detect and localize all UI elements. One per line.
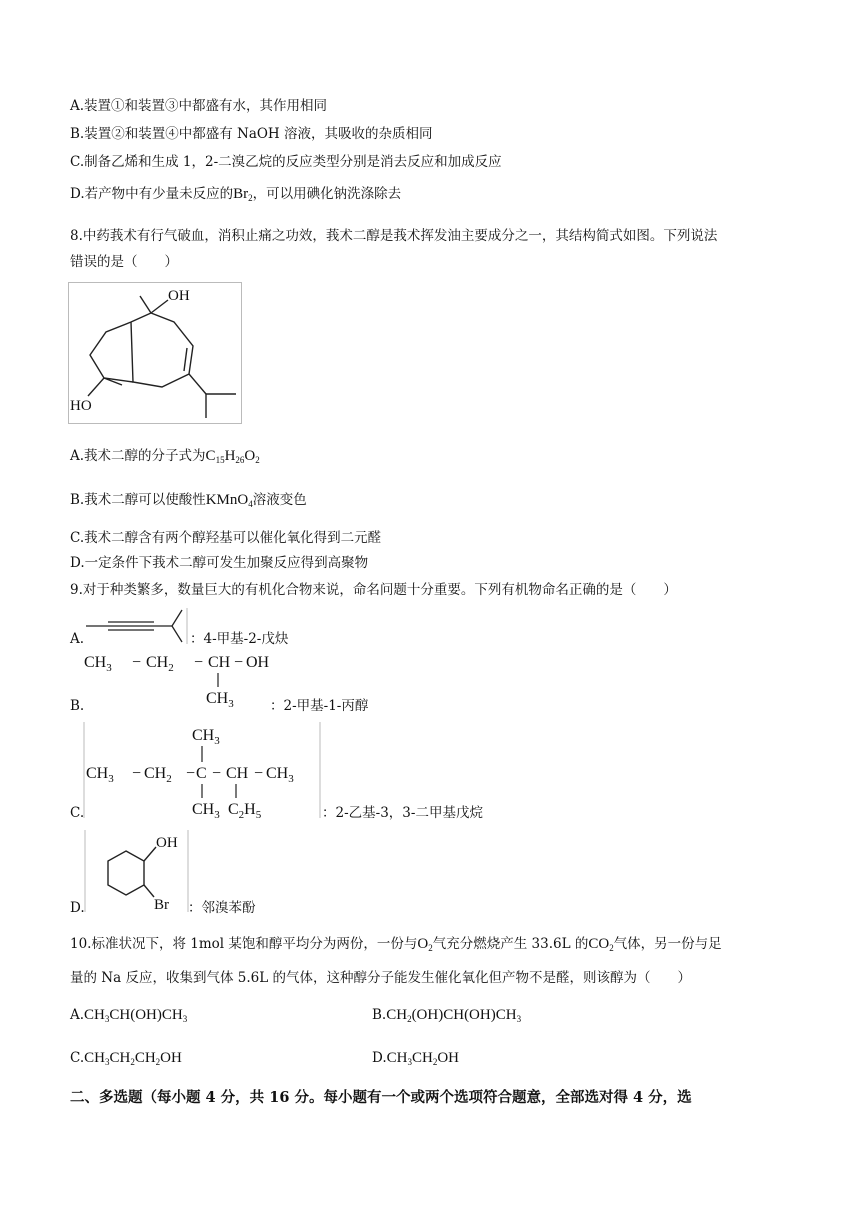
q9-option-b-label: B. xyxy=(70,698,85,714)
q9-option-c-name: ：2-乙基-3，3-二甲基戊烷 xyxy=(322,805,483,821)
q8-structure-figure xyxy=(68,282,242,424)
svg-text:CH: CH xyxy=(208,654,231,671)
q10-option-c: $C.CH_3CH_2CH_2OH$ xyxy=(70,1050,182,1067)
svg-text:CH: CH xyxy=(226,765,249,782)
q8-option-b: B.莪术二醇可以使酸性KMnO$_4$溶液变色 xyxy=(70,492,307,509)
q9-option-c-label: C. xyxy=(70,805,85,821)
q7-option-d: D.若产物中有少量未反应的$Br_2$，可以用碘化钠洗涤除去 xyxy=(70,186,402,203)
q9-option-a-name: ：4-甲基-2-戊炔 xyxy=(190,631,289,647)
q10-stem-line2: 量的 Na 反应，收集到气体 5.6L 的气体，这种醇分子能发生催化氧化但产物不是醛，则该醇为（ ） xyxy=(70,970,691,986)
q9-option-d-structure xyxy=(84,829,190,913)
q8-ho-label: HO xyxy=(70,398,92,414)
q8-option-c: C.莪术二醇含有两个醇羟基可以催化氧化得到二元醛 xyxy=(70,530,382,546)
svg-text:−: − xyxy=(194,654,204,671)
q7-option-b: B.装置②和装置④中都盛有 NaOH 溶液，其吸收的杂质相同 xyxy=(70,126,433,142)
svg-text:CH3: $CH_3$ xyxy=(192,727,220,747)
q9-option-b-structure xyxy=(82,647,272,709)
svg-text:CH3: $CH_3$ xyxy=(266,765,294,785)
q9-d-br-label: Br xyxy=(154,897,169,913)
svg-text:−: − xyxy=(234,654,244,671)
q9-option-c-structure xyxy=(82,720,322,820)
svg-text:−: − xyxy=(132,654,142,671)
svg-text:−: − xyxy=(254,765,264,782)
q7-option-a: A.装置①和装置③中都盛有水，其作用相同 xyxy=(70,98,328,114)
svg-text:−: − xyxy=(212,765,222,782)
q10-option-d: $D.CH_3CH_2OH$ xyxy=(372,1050,459,1067)
q8-option-d: D.一定条件下莪术二醇可发生加聚反应得到高聚物 xyxy=(70,555,369,571)
q8-stem-line2: 错误的是（ ） xyxy=(70,254,178,270)
svg-text:−: − xyxy=(132,765,142,782)
svg-text:CH3: $CH_3$ xyxy=(84,654,112,674)
q10-option-b: $B.CH_2(OH)CH(OH)CH_3$ xyxy=(372,1007,522,1024)
svg-text:CH3: $CH_3$ xyxy=(86,765,114,785)
svg-text:C2H5: $C_2H_5$ xyxy=(228,801,262,820)
q8-stem-line1: 8.中药莪术有行气破血，消积止痛之功效，莪术二醇是莪术挥发油主要成分之一，其结构简式如图。下列说法 xyxy=(70,228,718,244)
q7-option-c: C.制备乙烯和生成 1，2-二溴乙烷的反应类型分别是消去反应和加成反应 xyxy=(70,154,502,170)
q9-option-b-name: ：2-甲基-1-丙醇 xyxy=(270,698,369,714)
svg-text:CH3: $CH_3$ xyxy=(206,690,234,709)
q9-option-a-label: A. xyxy=(70,631,85,647)
svg-text:C: C xyxy=(196,765,207,782)
q10-option-a: $A.CH_3CH(OH)CH_3$ xyxy=(70,1007,188,1024)
svg-text:CH3: $CH_3$ xyxy=(192,801,220,820)
q10-stem-line1: 10.标准状况下，将 1mol 某饱和醇平均分为两份，一份与$O_2$气充分燃烧产生 33.6L 的$CO_2$气体，另一份与足 xyxy=(70,936,722,953)
q9-d-oh-label: OH xyxy=(156,835,178,851)
svg-text:OH: OH xyxy=(246,654,270,671)
q9-option-a-structure xyxy=(84,606,188,646)
q9-stem: 9.对于种类繁多，数量巨大的有机化合物来说，命名问题十分重要。下列有机物命名正确的是（ ） xyxy=(70,582,677,598)
q9-option-d-name: ：邻溴苯酚 xyxy=(188,900,256,916)
svg-text:−: − xyxy=(186,765,196,782)
section-2-heading: 二、多选题（每小题 4 分，共 16 分。每小题有一个或两个选项符合题意，全部选对得 4 分，选 xyxy=(70,1089,692,1106)
q8-option-a: A.莪术二醇的分子式为$C_{15}H_{26}O_2$ xyxy=(70,448,260,465)
svg-text:CH2: $CH_2$ xyxy=(144,765,172,785)
q8-oh-label: OH xyxy=(168,288,190,304)
q9-option-d-label: D. xyxy=(70,900,85,916)
svg-text:CH2: $CH_2$ xyxy=(146,654,174,674)
